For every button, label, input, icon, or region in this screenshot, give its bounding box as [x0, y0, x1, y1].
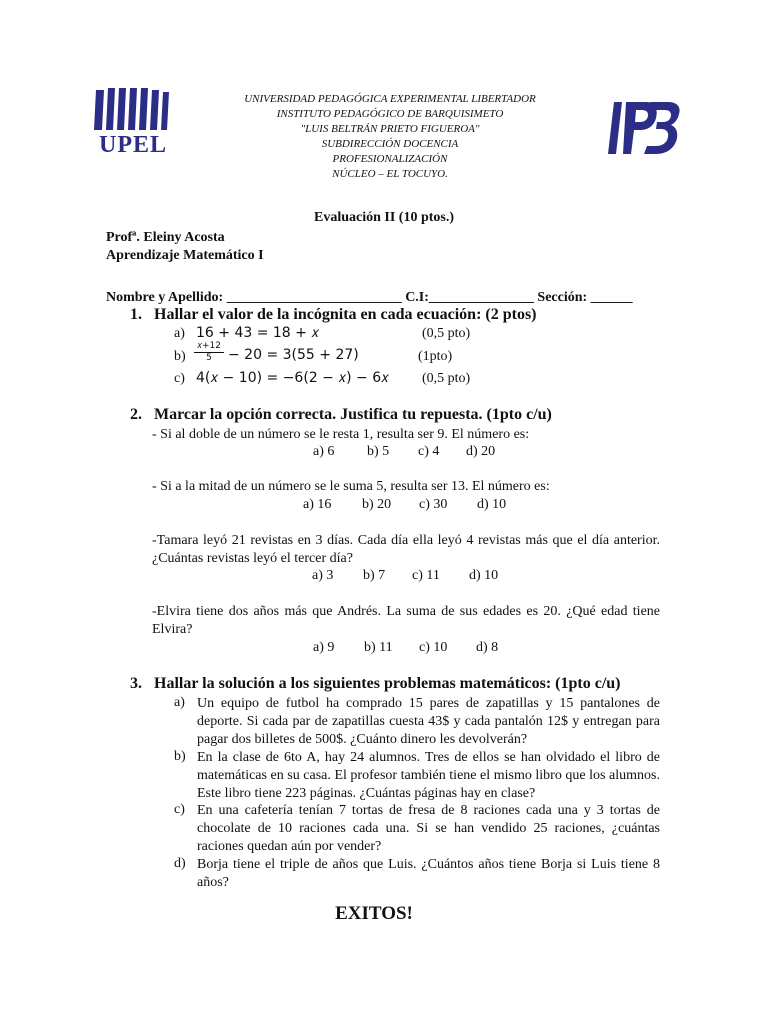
q2-4-option-d[interactable]: d) 8	[476, 640, 499, 655]
header-line-institute: INSTITUTO PEDAGÓGICO DE BARQUISIMETO	[276, 108, 504, 120]
q1-item-c-points: (0,5 pto)	[422, 371, 471, 386]
student-info-line: Nombre y Apellido: _________________________ C.I:_______________ Sección: ______	[106, 290, 633, 305]
q3-item-c-letter: c)	[174, 802, 185, 817]
q2-problem-4: -Elvira tiene dos años más que Andrés. La suma de sus edades es 20. ¿Qué edad tiene Elvira?	[152, 604, 660, 637]
header-line-name: "LUIS BELTRÁN PRIETO FIGUEROA"	[300, 123, 480, 135]
q2-2-option-c[interactable]: c) 30	[419, 497, 448, 512]
q2-problem-3: -Tamara leyó 21 revistas en 3 días. Cada día ella leyó 4 revistas más que el día anterior. ¿Cuántas revistas leyó el tercer día?	[152, 533, 660, 566]
course-name: Aprendizaje Matemático I	[106, 248, 264, 263]
q3-heading: 3. Hallar la solución a los siguientes problemas matemáticos: (1pto c/u)	[130, 675, 621, 692]
q2-2-option-d[interactable]: d) 10	[477, 497, 507, 512]
q2-1-option-a[interactable]: a) 6	[313, 444, 335, 459]
header-line-subdirection: SUBDIRECCIÓN DOCENCIA	[321, 138, 459, 150]
q2-problem-2: - Si a la mitad de un número se le suma 5, resulta ser 13. El número es:	[152, 479, 550, 494]
ipb-emblem-icon	[606, 100, 682, 158]
q1-item-c-equation: 4(𝑥 − 10) = −6(2 − 𝑥) − 6𝑥	[196, 370, 389, 386]
upel-logo-text: UPEL	[98, 132, 167, 158]
q2-4-option-c[interactable]: c) 10	[419, 640, 448, 655]
q1-item-c-letter: c)	[174, 371, 185, 386]
q3-item-d-text: Borja tiene el triple de años que Luis. ¿Cuántos años tiene Borja si Luis tiene 8 años?	[197, 857, 660, 890]
exam-title: Evaluación II (10 ptos.)	[313, 210, 455, 225]
q2-3-option-d[interactable]: d) 10	[469, 568, 499, 583]
q2-3-option-c[interactable]: c) 11	[412, 568, 440, 583]
q2-problem-1: - Si al doble de un número se le resta 1, resulta ser 9. El número es:	[152, 427, 530, 442]
q1-item-a-points: (0,5 pto)	[422, 326, 471, 341]
q1-item-b-fraction	[194, 341, 224, 364]
q3-item-c-text: En una cafetería tenían 7 tortas de fresa de 8 raciones cada una y 3 tortas de chocolate de 10 raciones cada una. Si se han vendido 25 raciones, ¿cuántas raciones quedan aún por vender?	[197, 803, 660, 854]
professor-name: Profª. Eleiny Acosta	[106, 230, 225, 245]
q3-item-a-text: Un equipo de futbol ha comprado 15 pares de zapatillas y 15 pantalones de deporte. Si cada par de zapatillas cuesta 43$ y cada pantalón 12$ y entregan para pagar dos billetes de 500$. ¿Cuánto dinero les devolverán?	[197, 696, 660, 747]
q3-item-a-letter: a)	[174, 695, 185, 710]
q1-heading: 1. Hallar el valor de la incógnita en cada ecuación: (2 ptos)	[130, 306, 537, 323]
q1-item-b-equation: − 20 = 3(55 + 27)	[228, 347, 359, 363]
q3-item-d-letter: d)	[174, 856, 186, 871]
q1-item-b-letter: b)	[174, 349, 186, 364]
q2-3-option-b[interactable]: b) 7	[363, 568, 386, 583]
q2-1-option-d[interactable]: d) 20	[466, 444, 496, 459]
q2-4-option-a[interactable]: a) 9	[313, 640, 335, 655]
q2-2-option-b[interactable]: b) 20	[362, 497, 392, 512]
q2-1-option-c[interactable]: c) 4	[418, 444, 440, 459]
q1-item-a-equation: 16 + 43 = 18 + 𝑥	[196, 325, 320, 341]
header-line-professionalization: PROFESIONALIZACIÓN	[332, 153, 448, 165]
q2-4-option-b[interactable]: b) 11	[364, 640, 393, 655]
q2-1-option-b[interactable]: b) 5	[367, 444, 390, 459]
q2-3-option-a[interactable]: a) 3	[312, 568, 334, 583]
q2-2-option-a[interactable]: a) 16	[303, 497, 332, 512]
q1-item-a-letter: a)	[174, 326, 185, 341]
ipb-logo	[606, 100, 682, 158]
q2-heading: 2. Marcar la opción correcta. Justifica tu repuesta. (1pto c/u)	[130, 406, 552, 423]
header-line-nucleus: NÚCLEO – EL TOCUYO.	[332, 168, 448, 180]
institution-header	[180, 92, 600, 182]
q1-item-b-points: (1pto)	[418, 349, 453, 364]
q1-item-b-numerator: 𝑥+12	[194, 341, 224, 353]
q1-item-b-denominator: 5	[206, 353, 212, 363]
header-line-university: UNIVERSIDAD PEDAGÓGICA EXPERIMENTAL LIBERTADOR	[244, 93, 536, 105]
q3-item-b-letter: b)	[174, 749, 186, 764]
q3-item-b-text: En la clase de 6to A, hay 24 alumnos. Tres de ellos se han olvidado el libro de matemáticas en su casa. El profesor también tiene el mismo libro que los alumnos. Este libro tiene 223 páginas. ¿Cuántas páginas hay en clase?	[197, 750, 660, 801]
upel-logo	[92, 86, 174, 158]
closing-message: EXITOS!	[335, 903, 413, 924]
